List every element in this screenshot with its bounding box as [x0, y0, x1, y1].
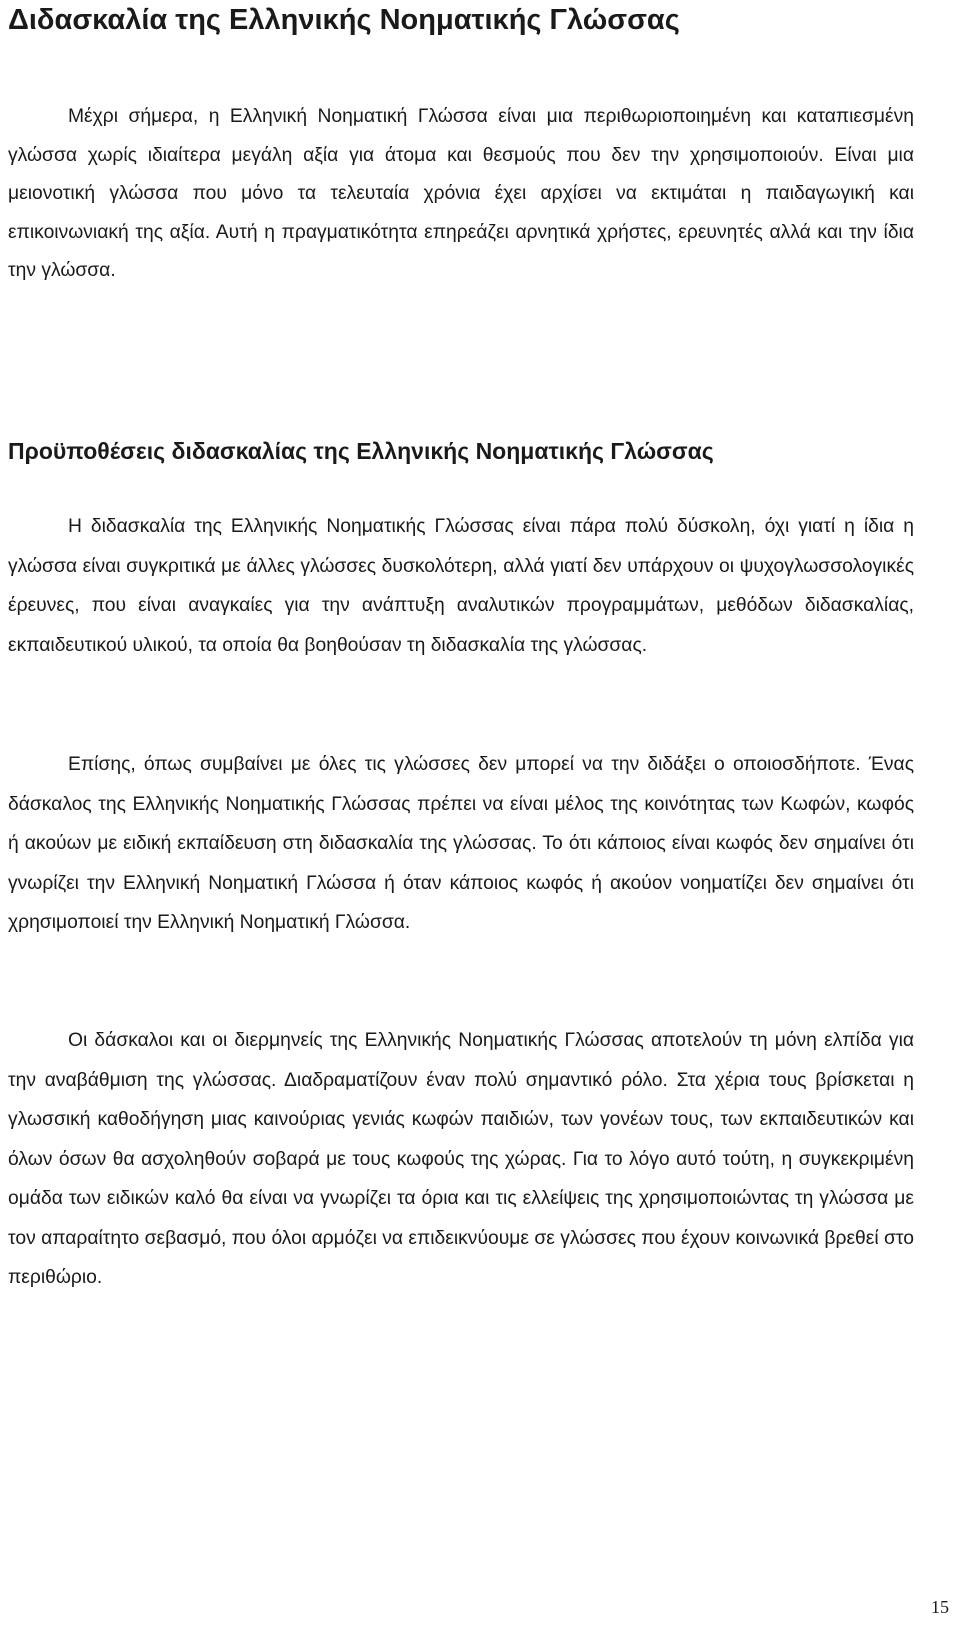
section-heading: Προϋποθέσεις διδασκαλίας της Ελληνικής Νοηματικής Γλώσσας [8, 438, 714, 464]
body-paragraph: Επίσης, όπως συμβαίνει με όλες τις γλώσσες δεν μπορεί να την διδάξει ο οποιοσδήποτε. Ένας δάσκαλος της Ελληνικής Νοηματικής Γλώσσας πρέπει να είναι μέλος της κοινότητας των Κωφών, κωφός ή ακούων με ειδική εκπαίδευση στη διδασκαλία της γλώσσας. Το ότι κάποιος είναι κωφός δεν σημαίνει ότι γνωρίζει την Ελληνική Νοηματική Γλώσσα ή όταν κάποιος κωφός ή ακούον νοηματίζει δεν σημαίνει ότι χρησιμοποιεί την Ελληνική Νοηματική Γλώσσα. [8, 754, 914, 933]
body-paragraph: Η διδασκαλία της Ελληνικής Νοηματικής Γλώσσας είναι πάρα πολύ δύσκολη, όχι γιατί η ίδια η γλώσσα είναι συγκριτικά με άλλες γλώσσες δυσκολότερη, αλλά γιατί δεν υπάρχουν οι ψυχογλωσσολογικές έρευνες, που είναι αναγκαίες για την ανάπτυξη αναλυτικών προγραμμάτων, μεθόδων διδασκαλίας, εκπαιδευτικού υλικού, τα οποία θα βοηθούσαν τη διδασκαλία της γλώσσας. [8, 516, 914, 656]
page-title: Διδασκαλία της Ελληνικής Νοηματικής Γλώσσας [8, 4, 680, 36]
body-paragraph: Οι δάσκαλοι και οι διερμηνείς της Ελληνικής Νοηματικής Γλώσσας αποτελούν τη μόνη ελπίδα για την αναβάθμιση της γλώσσας. Διαδραματίζουν έναν πολύ σημαντικό ρόλο. Στα χέρια τους βρίσκεται η γλωσσική καθοδήγηση μιας καινούριας γενιάς κωφών παιδιών, των γονέων τους, των εκπαιδευτικών και όλων όσων θα ασχοληθούν σοβαρά με τους κωφούς της χώρας. Για το λόγο αυτό τούτη, η συγκεκριμένη ομάδα των ειδικών καλό θα είναι να γνωρίζει τα όρια και τις ελλείψεις της χρησιμοποιώντας τη γλώσσα με τον απαραίτητο σεβασμό, που όλοι αρμόζει να επιδεικνύουμε σε γλώσσες που έχουν κοινωνικά βρεθεί στο περιθώριο. [8, 1030, 914, 1288]
page-number: 15 [931, 1597, 949, 1617]
intro-paragraph: Μέχρι σήμερα, η Ελληνική Νοηματική Γλώσσα είναι μια περιθωριοποιημένη και καταπιεσμένη γλώσσα χωρίς ιδιαίτερα μεγάλη αξία για άτομα και θεσμούς που δεν την χρησιμοποιούν. Είναι μια μειονοτική γλώσσα που μόνο τα τελευταία χρόνια έχει αρχίσει να εκτιμάται η παιδαγωγική και επικοινωνιακή της αξία. Αυτή η πραγματικότητα επηρεάζει αρνητικά χρήστες, ερευνητές αλλά και την ίδια την γλώσσα. [8, 106, 914, 281]
